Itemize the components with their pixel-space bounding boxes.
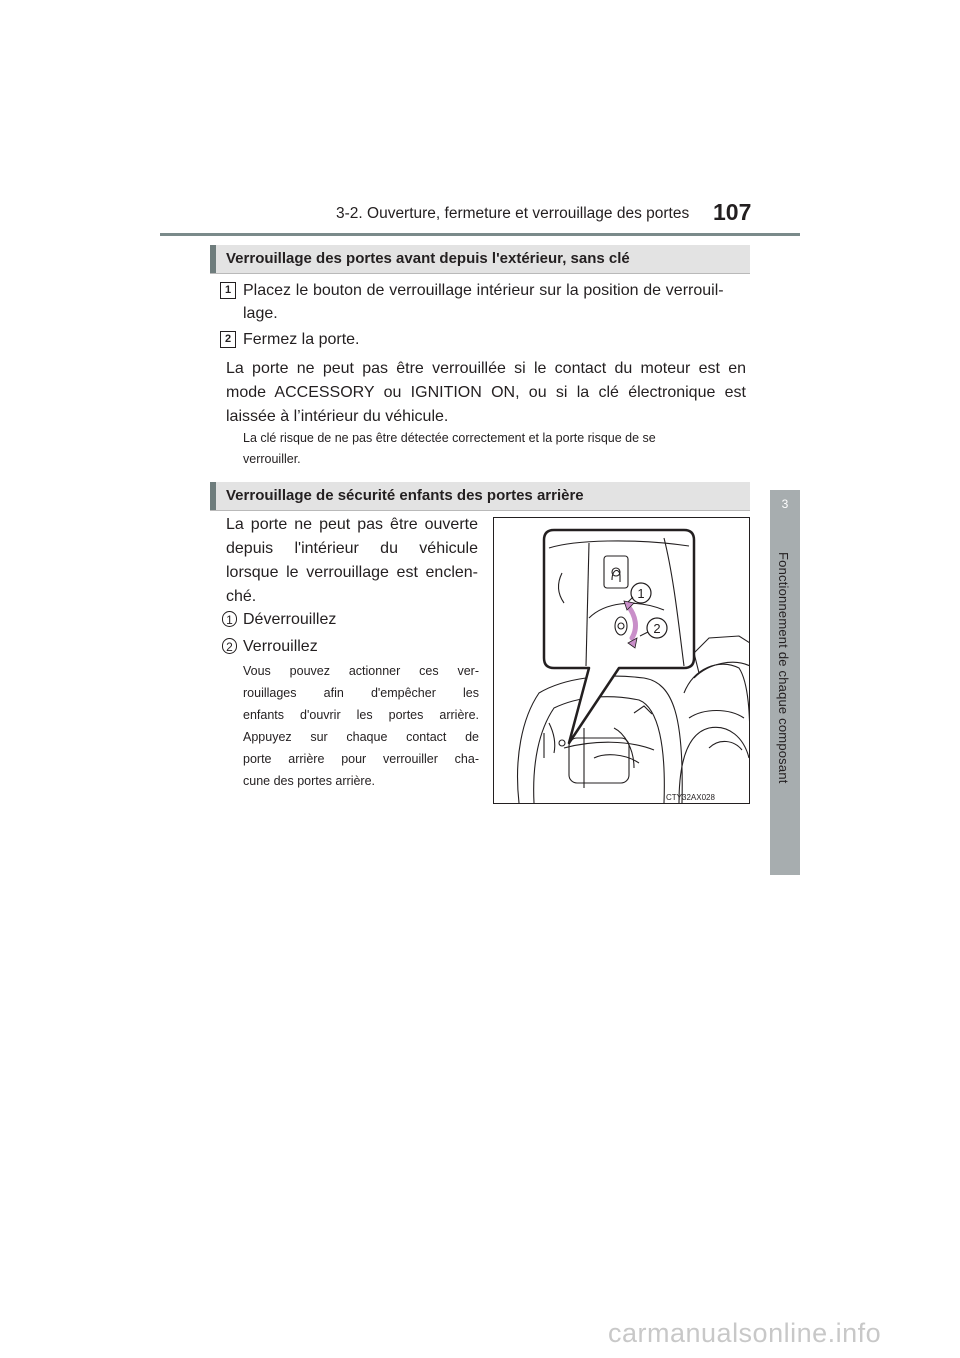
door-illustration-svg — [494, 518, 750, 804]
intro-line: La porte ne peut pas être ouverte — [226, 516, 478, 533]
watermark: carmanualsonline.info — [608, 1318, 882, 1348]
section-heading-text: Verrouillage de sécurité enfants des portes arrière — [226, 487, 584, 504]
small-line: cune des portes arrière. — [243, 774, 376, 788]
step-1-text-cont: lage. — [243, 305, 278, 322]
header-rule — [160, 233, 800, 236]
section-heading-text: Verrouillage des portes avant depuis l'extérieur, sans clé — [226, 250, 630, 267]
step-number-1: 1 — [220, 282, 236, 299]
page-number: 107 — [713, 199, 752, 225]
item-number-2: 2 — [222, 638, 237, 654]
note-line: La porte ne peut pas être verrouillée si le contact du moteur est en — [226, 360, 746, 377]
section-heading-front-doors — [210, 245, 750, 273]
section-title: 3-2. Ouverture, fermeture et verrouillage des portes — [336, 205, 690, 222]
chapter-title: Fonctionnement de chaque composant — [776, 552, 791, 784]
chapter-number: 3 — [781, 497, 789, 511]
small-line: Vous pouvez actionner ces ver- — [243, 664, 479, 678]
small-note-line: verrouiller. — [243, 452, 301, 466]
small-note-line: La clé risque de ne pas être détectée correctement et la porte risque de se — [243, 431, 656, 445]
step-2-text: Fermez la porte. — [243, 331, 360, 348]
item-number-1: 1 — [222, 611, 237, 627]
callout-1: 1 — [637, 586, 645, 601]
callout-2: 2 — [653, 621, 661, 636]
child-lock-illustration — [493, 517, 750, 804]
note-line: laissée à l’intérieur du véhicule. — [226, 408, 449, 425]
intro-line: ché. — [226, 588, 257, 605]
small-line: Appuyez sur chaque contact de — [243, 730, 479, 744]
item-lock-text: Verrouillez — [243, 638, 318, 655]
small-line: rouillages afin d'empêcher les — [243, 686, 479, 700]
item-unlock-text: Déverrouillez — [243, 611, 337, 628]
section-heading-child-locks — [210, 482, 750, 510]
note-line: mode ACCESSORY ou IGNITION ON, ou si la clé électronique est — [226, 384, 746, 401]
step-1-text: Placez le bouton de verrouillage intérieur sur la position de verrouil- — [243, 282, 724, 299]
figure-caption: CTY32AX028 — [666, 793, 715, 802]
small-line: enfants d'ouvrir les portes arrière. — [243, 708, 479, 722]
intro-line: lorsque le verrouillage est enclen- — [226, 564, 478, 581]
intro-line: depuis l'intérieur du véhicule — [226, 540, 478, 557]
step-number-2: 2 — [220, 331, 236, 348]
small-line: porte arrière pour verrouiller cha- — [243, 752, 479, 766]
